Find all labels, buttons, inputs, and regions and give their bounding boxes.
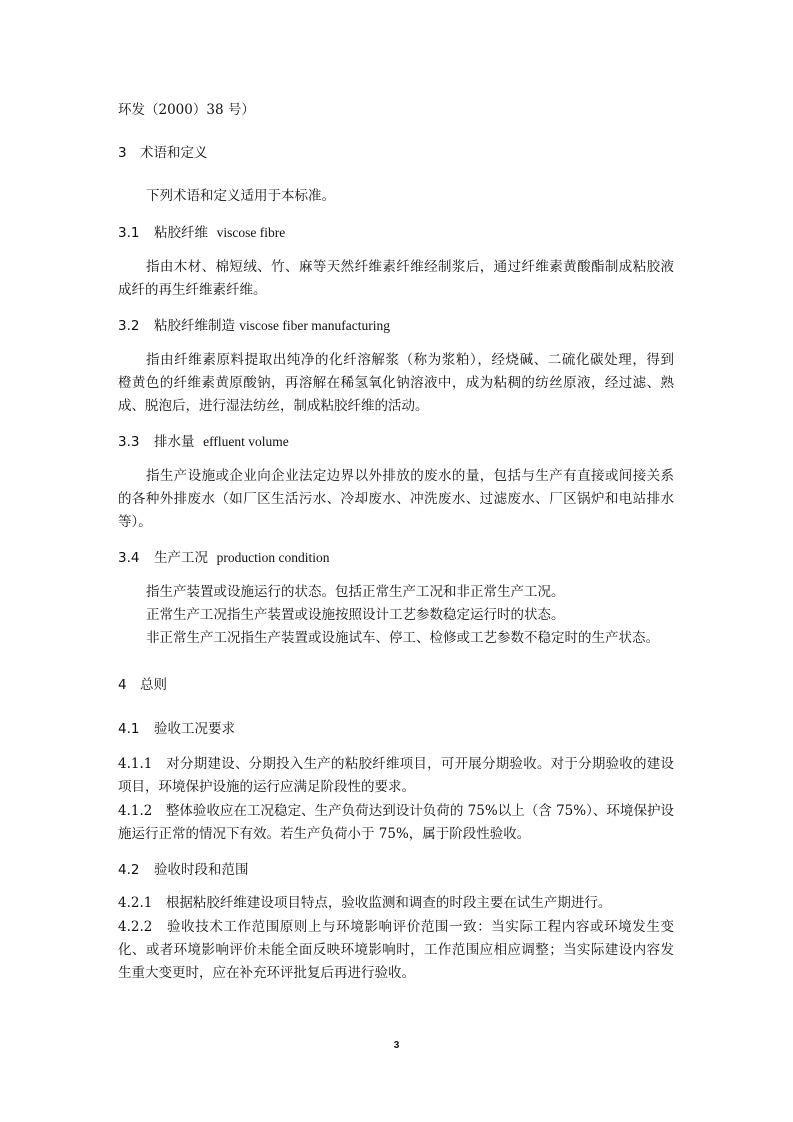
section-3-4-heading bbox=[118, 548, 329, 568]
paragraph-line: 指由纤维素原料提取出纯净的化纤溶解浆（称为浆粕），经烧碱、二硫化碳处理，得到 bbox=[146, 352, 674, 368]
section-title-en: viscose fibre bbox=[216, 225, 286, 240]
section-number: 3.4 bbox=[118, 550, 140, 566]
section-title: 粘胶纤维 bbox=[154, 225, 208, 241]
section-title-en: effluent volume bbox=[203, 434, 289, 449]
paragraph-line: 的各种外排废水（如厂区生活污水、冷却废水、冲洗废水、过滤废水、厂区锅炉和电站排水 bbox=[118, 491, 674, 507]
section-title: 验收时段和范围 bbox=[154, 862, 249, 878]
clause-line: 4.2.2 验收技术工作范围原则上与环境影响评价范围一致：当实际工程内容或环境发生变 bbox=[118, 919, 674, 935]
section-title: 总则 bbox=[140, 677, 167, 693]
clause-line: 4.2.1 根据粘胶纤维建设项目特点，验收监测和调查的时段主要在试生产期进行。 bbox=[118, 895, 612, 911]
section-3-3-heading bbox=[118, 432, 289, 452]
section-number: 3.2 bbox=[118, 318, 140, 334]
section-number: 4.2 bbox=[118, 862, 140, 878]
paragraph: 下列术语和定义适用于本标准。 bbox=[146, 188, 335, 204]
section-number: 3.3 bbox=[118, 434, 140, 450]
section-number: 3.1 bbox=[118, 225, 140, 241]
paragraph-line: 指生产装置或设施运行的状态。包括正常生产工况和非正常生产工况。 bbox=[146, 584, 565, 600]
section-title: 生产工况 bbox=[154, 550, 208, 566]
paragraph-line: 成纤的再生纤维素纤维。 bbox=[118, 282, 267, 298]
paragraph-line: 橙黄色的纤维素黄原酸钠，再溶解在稀氢氧化钠溶液中，成为粘稠的纺丝原液，经过滤、熟 bbox=[118, 375, 674, 391]
section-4-1-heading bbox=[118, 719, 235, 739]
clause-line: 化、或者环境影响评价未能全面反映环境影响时，工作范围应相应调整；当实际建设内容发 bbox=[118, 942, 674, 958]
paragraph-line: 指生产设施或企业向企业法定边界以外排放的废水的量，包括与生产有直接或间接关系 bbox=[146, 468, 674, 484]
continued-reference: 环发（2000）38 号） bbox=[118, 102, 255, 118]
paragraph-line: 非正常生产工况指生产装置或设施试车、停工、检修或工艺参数不稳定时的生产状态。 bbox=[146, 630, 659, 646]
section-title: 排水量 bbox=[154, 434, 195, 450]
paragraph-line: 等）。 bbox=[118, 514, 152, 530]
clause-line: 4.1.1 对分期建设、分期投入生产的粘胶纤维项目，可开展分期验收。对于分期验收的建设 bbox=[118, 756, 674, 772]
section-3-heading bbox=[118, 143, 208, 163]
clause-line: 4.1.2 整体验收应在工况稳定、生产负荷达到设计负荷的 75%以上（含 75%）、环境保护设 bbox=[118, 803, 674, 819]
paragraph-line: 正常生产工况指生产装置或设施按照设计工艺参数稳定运行时的状态。 bbox=[146, 607, 565, 623]
section-number: 4.1 bbox=[118, 721, 140, 737]
paragraph-line: 指由木材、棉短绒、竹、麻等天然纤维素纤维经制浆后，通过纤维素黄酸酯制成粘胶液 bbox=[146, 259, 674, 275]
section-title: 术语和定义 bbox=[140, 145, 208, 161]
clause-line: 生重大变更时，应在补充环评批复后再进行验收。 bbox=[118, 965, 415, 981]
clause-line: 施运行正常的情况下有效。若生产负荷小于 75%，属于阶段性验收。 bbox=[118, 826, 531, 842]
section-title: 验收工况要求 bbox=[154, 721, 235, 737]
section-4-heading bbox=[118, 675, 167, 695]
paragraph-line: 成、脱泡后，进行湿法纺丝，制成粘胶纤维的活动。 bbox=[118, 398, 429, 414]
section-title-en: viscose fiber manufacturing bbox=[239, 318, 390, 333]
section-3-1-heading bbox=[118, 223, 285, 243]
clause-line: 项目，环境保护设施的运行应满足阶段性的要求。 bbox=[118, 779, 415, 795]
section-number: 4 bbox=[118, 677, 127, 693]
section-4-2-heading bbox=[118, 860, 249, 880]
section-title: 粘胶纤维制造 bbox=[154, 318, 235, 334]
section-number: 3 bbox=[118, 145, 127, 161]
section-title-en: production condition bbox=[216, 550, 330, 565]
page-number: 3 bbox=[393, 1040, 400, 1051]
section-3-2-heading bbox=[118, 316, 390, 336]
